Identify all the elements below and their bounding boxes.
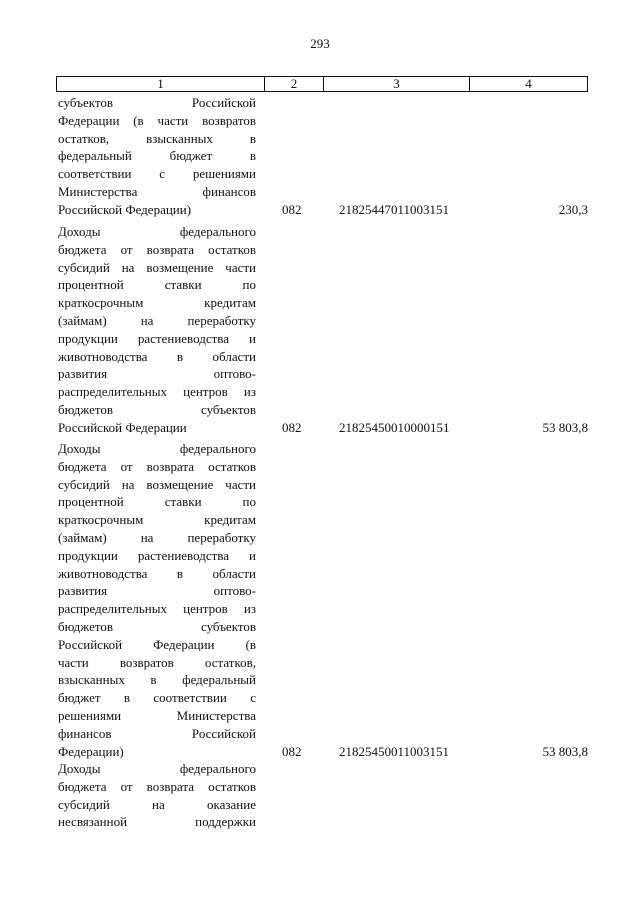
description-line: Российской Федерации (в: [58, 636, 256, 652]
amount-value: 53 803,8: [542, 743, 588, 759]
description-line: (займам) на переработку: [58, 312, 256, 328]
description-line: Российской Федерации: [58, 419, 187, 435]
admin-code: 082: [282, 419, 302, 435]
amount-value: 53 803,8: [542, 419, 588, 435]
description-line: процентной ставки по: [58, 277, 256, 293]
description-line: продукции растениеводства и: [58, 330, 256, 346]
budget-classification-code: 21825450011003151: [339, 743, 450, 759]
description-line: бюджетов субъектов: [58, 401, 256, 417]
description-line: процентной ставки по: [58, 494, 256, 510]
description-line: решениями Министерства: [58, 707, 256, 723]
description-line: продукции растениеводства и: [58, 547, 256, 563]
description-line: бюджета от возврата остатков: [58, 241, 256, 257]
description-line: Доходы федерального: [58, 761, 256, 776]
description-line: краткосрочным кредитам: [58, 295, 256, 311]
column-header-1: 1: [57, 77, 265, 92]
admin-code: 082: [282, 201, 302, 217]
row-description: [58, 440, 256, 760]
description-line: Федерации (в части возвратов: [58, 112, 256, 128]
budget-classification-code: 21825450010000151: [339, 419, 450, 435]
description-line: бюджета от возврата остатков: [58, 458, 256, 474]
description-line: Доходы федерального: [58, 224, 256, 239]
budget-classification-code: 21825447011003151: [339, 201, 450, 217]
description-line: животноводства в области: [58, 348, 256, 364]
page-number: 293: [310, 36, 330, 51]
amount-value: 230,3: [558, 201, 588, 217]
description-line: федеральный бюджет в: [58, 148, 256, 164]
description-line: бюджетов субъектов: [58, 618, 256, 634]
description-line: бюджет в соответствии с: [58, 690, 256, 706]
description-line: несвязанной поддержки: [58, 814, 256, 830]
description-line: краткосрочным кредитам: [58, 512, 256, 528]
description-line: субсидий на возмещение части: [58, 476, 256, 492]
description-line: части возвратов остатков,: [58, 654, 256, 670]
column-header-4: 4: [470, 77, 588, 92]
admin-code: 082: [282, 743, 302, 759]
description-line: развития оптово-: [58, 366, 256, 382]
description-line: бюджета от возврата остатков: [58, 778, 256, 794]
column-header-3: 3: [324, 77, 470, 92]
description-line: Российской Федерации): [58, 201, 192, 217]
description-line: субсидий на оказание: [58, 796, 256, 812]
description-line: распределительных центров из: [58, 384, 256, 400]
description-line: (займам) на переработку: [58, 529, 256, 545]
description-line: соответствии с решениями: [58, 166, 256, 182]
column-header-table: [56, 76, 588, 92]
description-line: Министерства финансов: [58, 183, 256, 199]
description-line: субсидий на возмещение части: [58, 259, 256, 275]
row-description: [58, 94, 256, 219]
description-line: развития оптово-: [58, 583, 256, 599]
description-line: остатков, взысканных в: [58, 130, 256, 146]
description-line: взысканных в федеральный: [58, 672, 256, 688]
description-line: Доходы федерального: [58, 441, 256, 456]
description-line: распределительных центров из: [58, 601, 256, 617]
description-line: Федерации): [58, 743, 124, 759]
row-description: [58, 223, 256, 437]
description-line: финансов Российской: [58, 725, 256, 741]
column-header-row: [57, 77, 588, 92]
description-line: субъектов Российской: [58, 95, 256, 110]
row-description: [58, 760, 256, 831]
description-line: животноводства в области: [58, 565, 256, 581]
column-header-2: 2: [265, 77, 324, 92]
